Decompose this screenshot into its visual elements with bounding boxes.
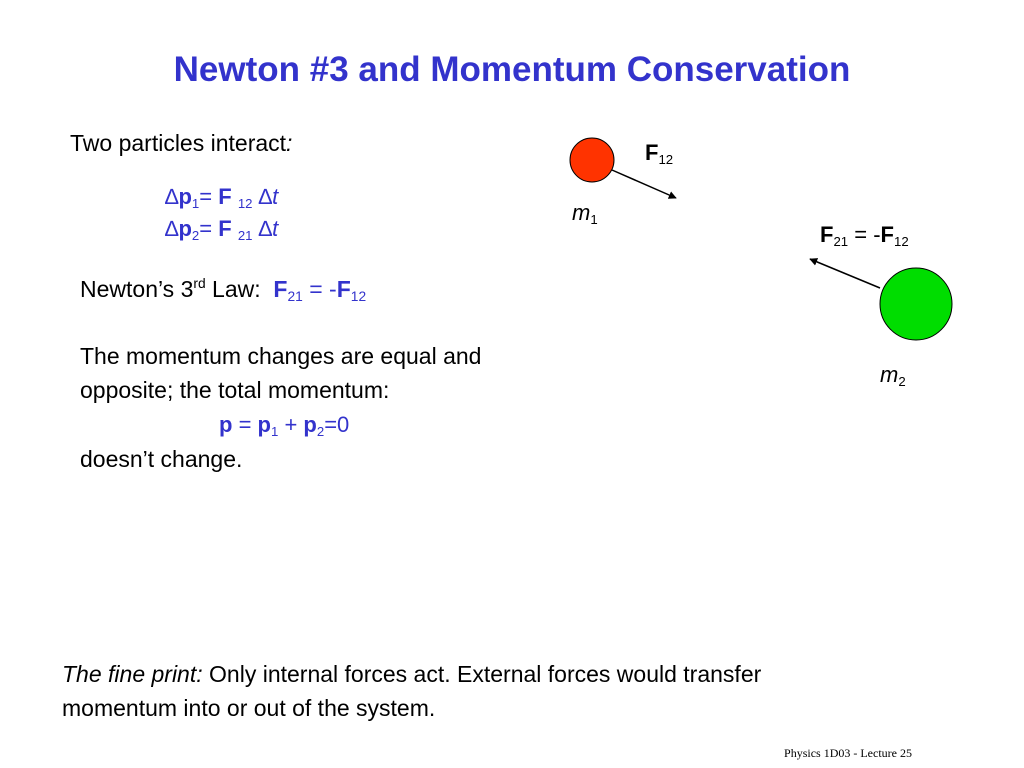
particle-m1 [570, 138, 614, 182]
label-f21: $F_{21} = -F_{12}$ [820, 222, 909, 249]
para-line-1: The momentum changes are equal and [80, 343, 482, 369]
fine-print: The fine print: Only internal forces act. External forces would transfer momentum into or out of the system. [62, 661, 762, 721]
newtons-third-law: Newton’s 3rd Law: $F_{21} = -F_{12}$ [80, 276, 367, 304]
para-line-3: doesn’t change. [80, 446, 243, 472]
intro-text: Two particles interact: [70, 130, 293, 156]
particle-m2 [880, 268, 952, 340]
para-line-2: opposite; the total momentum: [80, 377, 390, 403]
label-f12: $F_{12}$ [645, 140, 674, 167]
equation-dp2: $\Delta p_2= F$ $_{21}$ ∆t [165, 216, 279, 243]
footer-lecture: Physics 1D03 - Lecture 25 [784, 746, 912, 760]
label-m2: $m_2$ [880, 362, 906, 389]
total-momentum-equation: $p = p_1 + p_2=0$ [219, 412, 350, 439]
force-f12-arrow [612, 170, 676, 198]
label-m1: $m_1$ [572, 200, 598, 227]
page-title: Newton #3 and Momentum Conservation [173, 50, 851, 89]
equation-dp1: $\Delta p_1= F$ $_{12}$ ∆t [165, 184, 279, 211]
force-f21-arrow [810, 259, 880, 288]
